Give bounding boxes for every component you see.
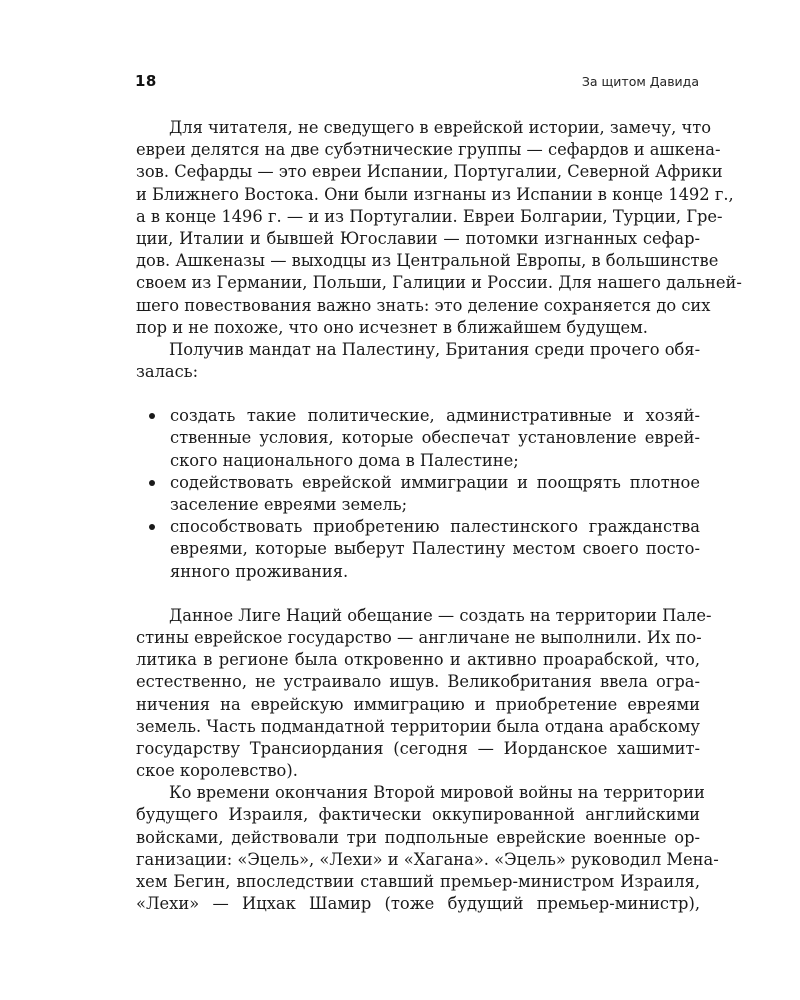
paragraph-3	[136, 605, 712, 783]
text-line: будущего Израиля, фактически оккупированной английскими	[136, 805, 700, 825]
spacer	[136, 583, 700, 605]
text-line: Ко времени окончания Второй мировой войны на территории	[169, 783, 705, 803]
paragraph-1	[136, 117, 742, 339]
text-line: заселение евреями земель;	[170, 495, 408, 514]
bullet-list	[136, 405, 700, 583]
spacer	[136, 383, 700, 405]
page-number: 18	[135, 72, 157, 90]
text-line: «Лехи» — Ицхак Шамир (тоже будущий премьер-министр),	[136, 894, 700, 914]
text-line: Для читателя, не сведущего в еврейской истории, замечу, что	[169, 118, 712, 137]
text-line: ского национального дома в Палестине;	[170, 450, 519, 470]
list-item	[136, 516, 700, 583]
text-line-content: создать такие политические, административные и хозяй-	[170, 406, 700, 426]
text-line: Данное Лиге Наций обещание — создать на территории Пале-	[169, 605, 712, 625]
text-line: ственные условия, которые обеспечат установление еврей-	[170, 428, 700, 448]
text-line: дов. Ашкеназы — выходцы из Центральной Европы, в большинстве	[136, 251, 719, 271]
text-line: ганизации: «Эцель», «Лехи» и «Хагана». «Эцель» руководил Мена-	[136, 849, 719, 869]
text-line: шего повествования важно знать: это деление сохраняется до сих	[136, 295, 711, 315]
text-line-content: содействовать еврейской иммиграции и поощрять плотное	[170, 472, 700, 492]
text-line: а в конце 1496 г. — и из Португалии. Евреи Болгарии, Турции, Гре-	[136, 206, 723, 226]
text-line	[136, 472, 700, 494]
text-line: литика в регионе была откровенно и активно проарабской, что,	[136, 650, 700, 670]
text-line: пор и не похоже, что оно исчезнет в ближайшем будущем.	[136, 317, 648, 337]
paragraph-4	[136, 782, 719, 915]
text-line: евреи делятся на две субэтнические группы — сефардов и ашкена-	[136, 140, 721, 160]
list-item	[136, 472, 700, 516]
text-line: зов. Сефарды — это евреи Испании, Португалии, Северной Африки	[136, 162, 723, 182]
text-line	[136, 405, 700, 427]
text-line: своем из Германии, Польши, Галиции и России. Для нашего дальней-	[136, 273, 742, 293]
bullet-icon	[149, 413, 155, 419]
body-text	[136, 117, 742, 915]
text-line: земель. Часть подмандатной территории была отдана арабскому	[136, 716, 700, 736]
text-line-content: способствовать приобретению палестинского гражданства	[170, 517, 700, 537]
text-line	[136, 516, 700, 538]
text-line: естественно, не устраивало ишув. Великобритания ввела огра-	[136, 672, 700, 692]
list-item	[136, 405, 700, 472]
book-title: За щитом Давида	[581, 74, 699, 89]
text-line: залась:	[136, 362, 199, 382]
text-line: Получив мандат на Палестину, Британия среди прочего обя-	[169, 339, 701, 359]
text-line: государству Трансиордания (сегодня — Иорданское хашимит-	[136, 738, 700, 758]
text-line: янного проживания.	[170, 561, 349, 581]
text-line: стины еврейское государство — англичане не выполнили. Их по-	[136, 627, 702, 647]
text-line: хем Бегин, впоследствии ставший премьер-министром Израиля,	[136, 872, 700, 891]
running-head	[135, 72, 699, 92]
text-line: ничения на еврейскую иммиграцию и приобретение евреями	[136, 694, 700, 714]
bullet-icon	[149, 524, 155, 530]
paragraph-2	[136, 339, 700, 383]
text-line: ское королевство).	[136, 761, 298, 781]
text-line: ции, Италии и бывшей Югославии — потомки изгнанных сефар-	[136, 228, 700, 248]
text-line: и Ближнего Востока. Они были изгнаны из Испании в конце 1492 г.,	[136, 184, 734, 204]
text-line: войсками, действовали три подпольные еврейские военные ор-	[136, 827, 700, 847]
text-line: евреями, которые выберут Палестину местом своего посто-	[170, 539, 700, 559]
bullet-icon	[149, 480, 155, 486]
